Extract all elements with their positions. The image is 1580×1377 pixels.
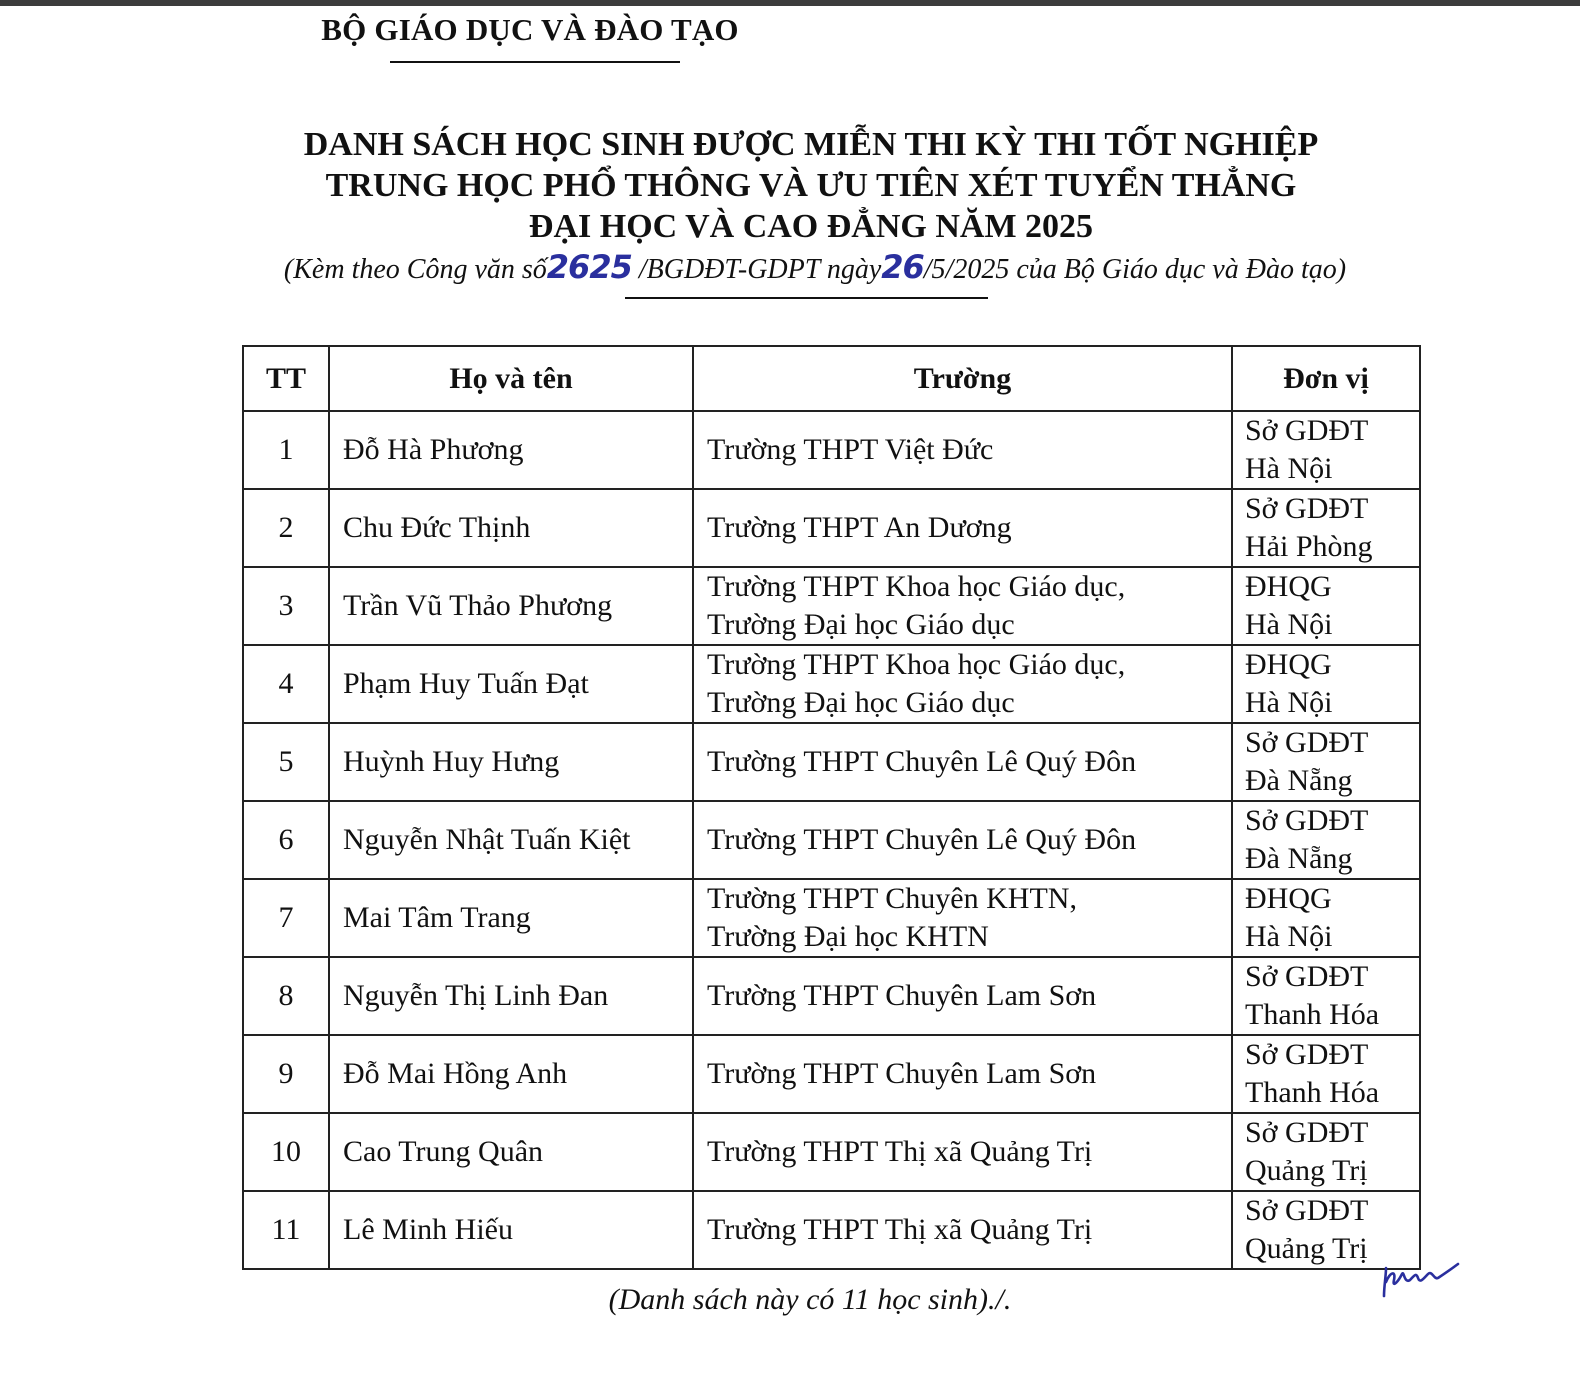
student-list-table: [242, 345, 1421, 1270]
cell-unit: [1232, 1035, 1420, 1113]
unit-line-1: ĐHQG: [1245, 570, 1332, 603]
header-name: Họ và tên: [329, 346, 693, 411]
cell-tt: 5: [243, 723, 329, 801]
document-reference: [230, 248, 1400, 286]
ministry-name: BỘ GIÁO DỤC VÀ ĐÀO TẠO: [321, 12, 739, 47]
cell-tt: 1: [243, 411, 329, 489]
school-line-2: Trường Đại học Giáo dục: [707, 686, 1015, 719]
unit-line-1: Sở GDĐT: [1245, 960, 1369, 993]
cell-unit: [1232, 801, 1420, 879]
cell-unit: [1232, 645, 1420, 723]
cell-name: Mai Tâm Trang: [329, 879, 693, 957]
handwritten-day: 26: [881, 248, 924, 286]
cell-name: Trần Vũ Thảo Phương: [329, 567, 693, 645]
handwritten-doc-number: 2625: [546, 248, 632, 286]
cell-school: [693, 411, 1232, 489]
cell-name: Cao Trung Quân: [329, 1113, 693, 1191]
cell-unit: [1232, 879, 1420, 957]
table-row: [243, 801, 1420, 879]
cell-name: Huỳnh Huy Hưng: [329, 723, 693, 801]
cell-school: [693, 567, 1232, 645]
cell-school: [693, 1035, 1232, 1113]
cell-tt: 3: [243, 567, 329, 645]
unit-line-2: Hải Phòng: [1245, 530, 1373, 563]
unit-line-1: Sở GDĐT: [1245, 804, 1369, 837]
school-line-2: Trường Đại học KHTN: [707, 920, 989, 953]
unit-line-2: Thanh Hóa: [1245, 998, 1380, 1031]
cell-unit: [1232, 411, 1420, 489]
cell-tt: 2: [243, 489, 329, 567]
signature-icon: [1378, 1258, 1462, 1300]
table-row: [243, 1113, 1420, 1191]
school-line-1: Trường THPT An Dương: [707, 511, 1012, 544]
table-header-row: [243, 346, 1420, 411]
footer-note: (Danh sách này có 11 học sinh)./.: [608, 1283, 1012, 1316]
unit-line-2: Hà Nội: [1245, 452, 1333, 485]
cell-tt: 6: [243, 801, 329, 879]
unit-line-2: Thanh Hóa: [1245, 1076, 1380, 1109]
cell-tt: 8: [243, 957, 329, 1035]
cell-tt: 7: [243, 879, 329, 957]
table-row: [243, 567, 1420, 645]
unit-line-2: Quảng Trị: [1245, 1232, 1368, 1265]
cell-school: [693, 645, 1232, 723]
title-line-2: TRUNG HỌC PHỔ THÔNG VÀ ƯU TIÊN XÉT TUYỂN THẲNG: [325, 167, 1297, 204]
table-row: [243, 645, 1420, 723]
header-unit: Đơn vị: [1232, 346, 1420, 411]
unit-line-1: Sở GDĐT: [1245, 414, 1369, 447]
unit-line-2: Đà Nẵng: [1245, 764, 1353, 797]
cell-tt: 9: [243, 1035, 329, 1113]
unit-line-2: Đà Nẵng: [1245, 842, 1353, 875]
unit-line-1: Sở GDĐT: [1245, 726, 1369, 759]
table-row: [243, 723, 1420, 801]
school-line-1: Trường THPT Khoa học Giáo dục,: [707, 570, 1126, 603]
cell-unit: [1232, 1113, 1420, 1191]
school-line-1: Trường THPT Khoa học Giáo dục,: [707, 648, 1126, 681]
cell-unit: [1232, 957, 1420, 1035]
cell-school: [693, 489, 1232, 567]
cell-unit: [1232, 567, 1420, 645]
unit-line-1: Sở GDĐT: [1245, 1194, 1369, 1227]
table-row: [243, 1035, 1420, 1113]
top-bar: [0, 0, 1580, 6]
cell-school: [693, 957, 1232, 1035]
cell-tt: 4: [243, 645, 329, 723]
school-line-1: Trường THPT Việt Đức: [707, 433, 994, 466]
cell-school: [693, 1113, 1232, 1191]
school-line-1: Trường THPT Chuyên Lam Sơn: [707, 979, 1097, 1012]
table-row: [243, 411, 1420, 489]
unit-line-1: Sở GDĐT: [1245, 1038, 1369, 1071]
cell-name: Nguyễn Thị Linh Đan: [329, 957, 693, 1035]
cell-name: Đỗ Hà Phương: [329, 411, 693, 489]
cell-unit: [1232, 723, 1420, 801]
document-title: [200, 124, 1422, 247]
reference-suffix: /5/2025 của Bộ Giáo dục và Đào tạo): [923, 254, 1347, 285]
unit-line-1: Sở GDĐT: [1245, 492, 1369, 525]
unit-line-1: ĐHQG: [1245, 882, 1332, 915]
table-row: [243, 957, 1420, 1035]
school-line-1: Trường THPT Chuyên KHTN,: [707, 882, 1077, 915]
cell-unit: [1232, 489, 1420, 567]
cell-school: [693, 879, 1232, 957]
unit-line-1: ĐHQG: [1245, 648, 1332, 681]
school-line-1: Trường THPT Chuyên Lam Sơn: [707, 1057, 1097, 1090]
unit-line-2: Hà Nội: [1245, 920, 1333, 953]
unit-line-2: Quảng Trị: [1245, 1154, 1368, 1187]
school-line-1: Trường THPT Chuyên Lê Quý Đôn: [707, 745, 1137, 778]
table-row: [243, 879, 1420, 957]
reference-prefix: (Kèm theo Công văn số: [283, 254, 547, 285]
cell-school: [693, 723, 1232, 801]
ministry-underline: [390, 61, 680, 63]
cell-tt: 10: [243, 1113, 329, 1191]
table-row: [243, 489, 1420, 567]
cell-name: Lê Minh Hiếu: [329, 1191, 693, 1269]
school-line-2: Trường Đại học Giáo dục: [707, 608, 1015, 641]
school-line-1: Trường THPT Thị xã Quảng Trị: [707, 1213, 1093, 1246]
school-line-1: Trường THPT Thị xã Quảng Trị: [707, 1135, 1093, 1168]
cell-name: Phạm Huy Tuấn Đạt: [329, 645, 693, 723]
cell-name: Đỗ Mai Hồng Anh: [329, 1035, 693, 1113]
unit-line-2: Hà Nội: [1245, 608, 1333, 641]
title-line-3: ĐẠI HỌC VÀ CAO ĐẲNG NĂM 2025: [528, 208, 1094, 245]
cell-tt: 11: [243, 1191, 329, 1269]
school-line-1: Trường THPT Chuyên Lê Quý Đôn: [707, 823, 1137, 856]
unit-line-2: Hà Nội: [1245, 686, 1333, 719]
header-school: Trường: [693, 346, 1232, 411]
cell-name: Nguyễn Nhật Tuấn Kiệt: [329, 801, 693, 879]
reference-underline: [625, 297, 988, 299]
title-line-1: DANH SÁCH HỌC SINH ĐƯỢC MIỄN THI KỲ THI TỐT NGHIỆP: [303, 126, 1319, 163]
cell-school: [693, 1191, 1232, 1269]
reference-mid: /BGDĐT-GDPT ngày: [631, 254, 882, 285]
table-row: [243, 1191, 1420, 1269]
unit-line-1: Sở GDĐT: [1245, 1116, 1369, 1149]
cell-school: [693, 801, 1232, 879]
header-tt: TT: [243, 346, 329, 411]
cell-name: Chu Đức Thịnh: [329, 489, 693, 567]
